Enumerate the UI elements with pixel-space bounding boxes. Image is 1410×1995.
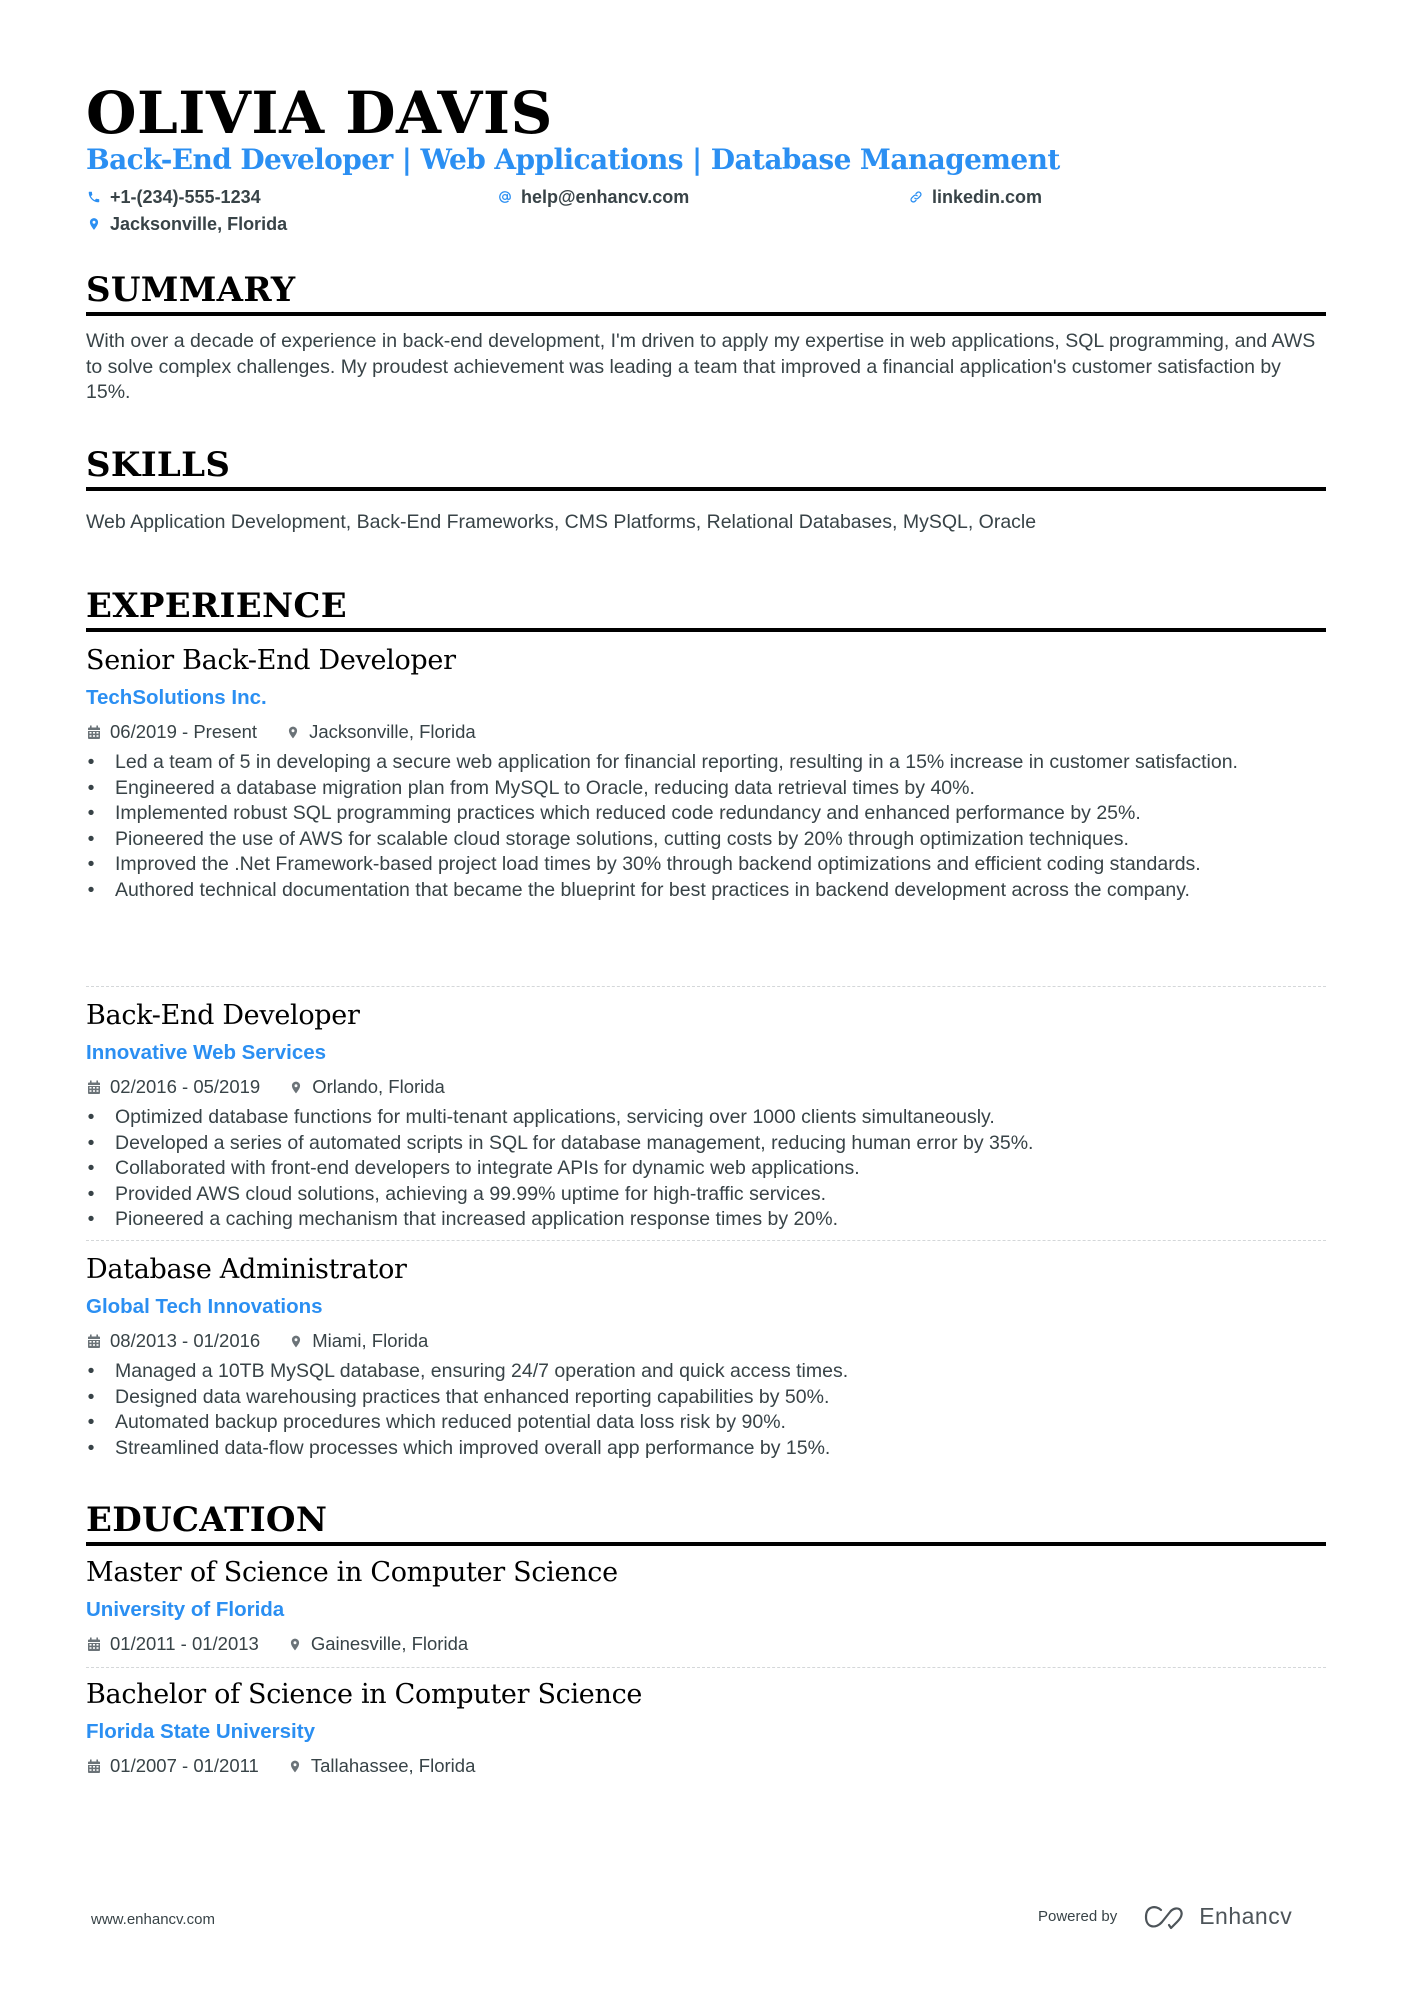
phone-icon <box>86 189 102 205</box>
company-name[interactable]: Global Tech Innovations <box>86 1295 323 1318</box>
job-title: Back-End Developer <box>86 1000 360 1031</box>
job-dates: 02/2016 - 05/2019 <box>110 1076 261 1097</box>
email-text: help@enhancv.com <box>521 187 690 207</box>
bullet-item: • Provided AWS cloud solutions, achieving a 99.99% uptime for high-traffic services. <box>87 1182 827 1205</box>
section-divider <box>86 1542 1326 1546</box>
section-title-skills: SKILLS <box>86 445 231 485</box>
entry-divider <box>86 1240 1326 1241</box>
contact-location <box>86 213 287 235</box>
calendar-icon <box>86 1333 102 1349</box>
job-location: Orlando, Florida <box>312 1076 445 1097</box>
entry-divider <box>86 1667 1326 1668</box>
powered-by-text: Powered by <box>1038 1908 1118 1925</box>
job-dates: 06/2019 - Present <box>110 721 258 742</box>
map-pin-icon <box>86 216 102 232</box>
education-location: Gainesville, Florida <box>310 1633 469 1654</box>
job-bullets <box>86 1105 1326 1233</box>
education-dates: 01/2011 - 01/2013 <box>110 1633 259 1654</box>
bullet-item: • Pioneered the use of AWS for scalable cloud storage solutions, cutting costs by 20% through optimization techniques. <box>87 827 1129 850</box>
job-meta <box>86 1076 445 1098</box>
map-pin-icon <box>287 1636 303 1652</box>
enhancv-logo-icon <box>1143 1904 1189 1930</box>
bullet-item: • Engineered a database migration plan from MySQL to Oracle, reducing data retrieval times by 40%. <box>87 776 975 799</box>
education-meta <box>86 1633 468 1655</box>
section-title-education: EDUCATION <box>86 1500 328 1540</box>
section-title-summary: SUMMARY <box>86 270 296 310</box>
link-icon <box>908 189 924 205</box>
bullet-item: • Improved the .Net Framework-based project load times by 30% through backend optimizations and efficient coding standards. <box>87 853 1201 875</box>
company-name[interactable]: TechSolutions Inc. <box>86 686 267 709</box>
bullet-item: • Automated backup procedures which reduced potential data loss risk by 90%. <box>87 1411 786 1433</box>
skills-text: Web Application Development, Back-End Frameworks, CMS Platforms, Relational Databases, MySQL, Oracle <box>86 511 1037 533</box>
degree-title: Master of Science in Computer Science <box>86 1557 618 1588</box>
bullet-item: • Authored technical documentation that became the blueprint for best practices in backend development across the company. <box>87 878 1190 901</box>
bullet-item: • Optimized database functions for multi-tenant applications, servicing over 1000 clients simultaneously. <box>87 1106 995 1128</box>
education-dates: 01/2007 - 01/2011 <box>110 1755 259 1776</box>
enhancv-logo-text: Enhancv <box>1199 1903 1293 1929</box>
section-divider <box>86 312 1326 316</box>
calendar-icon <box>86 1758 102 1774</box>
contact-phone[interactable] <box>86 186 261 208</box>
job-title: Database Administrator <box>86 1254 407 1285</box>
school-name[interactable]: Florida State University <box>86 1720 315 1743</box>
bullet-item: • Led a team of 5 in developing a secure web application for financial reporting, resulting in a 15% increase in customer satisfaction. <box>87 751 1238 773</box>
calendar-icon <box>86 724 102 740</box>
job-meta <box>86 721 476 743</box>
map-pin-icon <box>287 1758 303 1774</box>
education-location: Tallahassee, Florida <box>310 1755 476 1776</box>
bullet-item: • Implemented robust SQL programming practices which reduced code redundancy and enhanced performance by 25%. <box>87 802 1141 824</box>
education-meta <box>86 1755 475 1777</box>
calendar-icon <box>86 1636 102 1652</box>
bullet-item: • Pioneered a caching mechanism that increased application response times by 20%. <box>87 1208 838 1230</box>
job-dates: 08/2013 - 01/2016 <box>110 1330 261 1351</box>
bullet-item: • Designed data warehousing practices that enhanced reporting capabilities by 50%. <box>87 1385 830 1408</box>
linkedin-text: linkedin.com <box>932 187 1043 207</box>
job-meta <box>86 1330 428 1352</box>
footer-website-link[interactable]: www.enhancv.com <box>91 1911 215 1928</box>
section-title-experience: EXPERIENCE <box>86 586 347 626</box>
map-pin-icon <box>288 1079 304 1095</box>
job-bullets <box>86 750 1326 903</box>
section-divider <box>86 628 1326 632</box>
candidate-headline: Back-End Developer | Web Applications | Database Management <box>86 143 1060 176</box>
bullet-item: • Developed a series of automated scripts in SQL for database management, reducing human error by 35%. <box>87 1131 1034 1154</box>
footer-branding[interactable] <box>1038 1903 1292 1930</box>
degree-title: Bachelor of Science in Computer Science <box>86 1679 643 1710</box>
job-location: Jacksonville, Florida <box>309 721 476 742</box>
entry-divider <box>86 986 1326 987</box>
job-title: Senior Back-End Developer <box>86 645 456 676</box>
bullet-item: • Managed a 10TB MySQL database, ensuring 24/7 operation and quick access times. <box>87 1360 849 1382</box>
job-bullets <box>86 1359 1326 1461</box>
contact-email[interactable] <box>497 186 689 208</box>
section-divider <box>86 487 1326 491</box>
calendar-icon <box>86 1079 102 1095</box>
contact-linkedin[interactable] <box>908 186 1042 208</box>
bullet-item: • Streamlined data-flow processes which improved overall app performance by 15%. <box>87 1436 831 1459</box>
bullet-item: • Collaborated with front-end developers to integrate APIs for dynamic web applications. <box>87 1157 860 1179</box>
school-name[interactable]: University of Florida <box>86 1598 285 1621</box>
at-sign-icon <box>497 189 513 205</box>
candidate-name: OLIVIA DAVIS <box>86 79 553 147</box>
company-name[interactable]: Innovative Web Services <box>86 1041 327 1064</box>
job-location: Miami, Florida <box>312 1330 429 1351</box>
location-text: Jacksonville, Florida <box>110 214 288 234</box>
summary-text: With over a decade of experience in back-end development, I'm driven to apply my expertise in web applications, SQL programming, and AWS to solve complex challenges. My proudest achievement was leading a team that improved a financial application's customer satisfaction by 15%. <box>86 330 1316 403</box>
map-pin-icon <box>288 1333 304 1349</box>
map-pin-icon <box>285 724 301 740</box>
phone-text: +1-(234)-555-1234 <box>110 187 261 207</box>
